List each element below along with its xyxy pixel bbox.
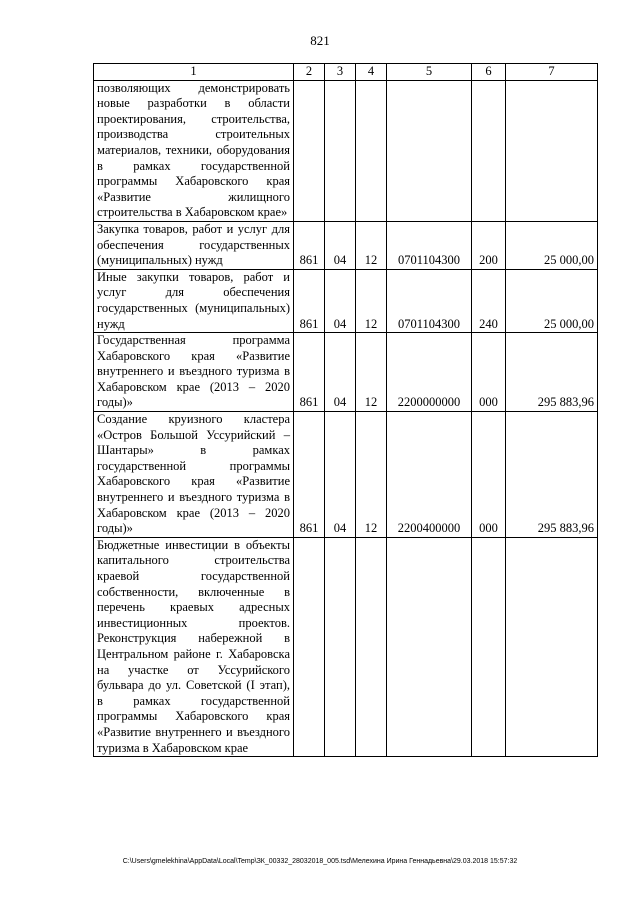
cell-amount: [506, 537, 598, 756]
cell-target-code: [387, 537, 472, 756]
cell-expense-type: [472, 80, 506, 221]
file-path-footer: C:\Users\gmelekhina\AppData\Local\Temp\ЗК_00332_28032018_005.tsd\Мелехина Ирина Геннадьевна\29.03.2018 15:57:32: [122, 858, 518, 865]
row-name: Государственная программа Хабаровского края «Развитие внутреннего и въездного туризма в Хабаровском крае (2013 – 2020 годы)»: [94, 333, 294, 412]
cell-ministry: 861: [294, 412, 325, 538]
row-name: Создание круизного кластера «Остров Большой Уссурийский – Шантары» в рамках государственной программы Хабаровского края «Развитие внутреннего и въездного туризма в Хабаровском крае (2013 – 2020 годы)»: [94, 412, 294, 538]
cell-ministry: 861: [294, 333, 325, 412]
cell-target-code: 2200000000: [387, 333, 472, 412]
cell-amount: 295 883,96: [506, 333, 598, 412]
cell-subsection: 12: [356, 269, 387, 332]
page-number: 821: [310, 33, 330, 48]
table-row: [94, 80, 598, 221]
cell-expense-type: 000: [472, 412, 506, 538]
row-name: Бюджетные инвестиции в объекты капитального строительства краевой государственной собственности, включенные в перечень краевых адресных инвестиционных проектов. Реконструкция набережной в Центральном районе г. Хабаровска на участке от Уссурийского бульвара до ул. Советской (I этап), в рамках государственной программы Хабаровского края «Развитие внутреннего и въездного туризма в Хабаровском крае: [94, 537, 294, 756]
cell-target-code: [387, 80, 472, 221]
cell-amount: 25 000,00: [506, 221, 598, 269]
row-name: Иные закупки товаров, работ и услуг для обеспечения государственных (муниципальных) нужд: [94, 269, 294, 332]
table-row: [94, 537, 598, 756]
cell-subsection: 12: [356, 412, 387, 538]
cell-section: [325, 537, 356, 756]
cell-subsection: 12: [356, 333, 387, 412]
cell-ministry: [294, 80, 325, 221]
column-header: 3: [325, 64, 356, 81]
table-row: [94, 221, 598, 269]
cell-expense-type: 240: [472, 269, 506, 332]
column-header: 6: [472, 64, 506, 81]
cell-subsection: [356, 537, 387, 756]
header-row: [94, 64, 598, 81]
cell-target-code: 0701104300: [387, 269, 472, 332]
cell-amount: 295 883,96: [506, 412, 598, 538]
cell-section: 04: [325, 333, 356, 412]
cell-ministry: [294, 537, 325, 756]
cell-section: 04: [325, 269, 356, 332]
cell-section: [325, 80, 356, 221]
column-header: 2: [294, 64, 325, 81]
cell-section: 04: [325, 221, 356, 269]
cell-subsection: 12: [356, 221, 387, 269]
cell-amount: 25 000,00: [506, 269, 598, 332]
column-header: 4: [356, 64, 387, 81]
budget-table: [93, 63, 598, 757]
cell-section: 04: [325, 412, 356, 538]
table-row: [94, 269, 598, 332]
cell-subsection: [356, 80, 387, 221]
column-header: 5: [387, 64, 472, 81]
cell-target-code: 2200400000: [387, 412, 472, 538]
row-name: Закупка товаров, работ и услуг для обеспечения государственных (муниципальных) нужд: [94, 221, 294, 269]
cell-expense-type: [472, 537, 506, 756]
cell-target-code: 0701104300: [387, 221, 472, 269]
table-row: [94, 333, 598, 412]
cell-expense-type: 000: [472, 333, 506, 412]
column-header: 7: [506, 64, 598, 81]
cell-amount: [506, 80, 598, 221]
cell-expense-type: 200: [472, 221, 506, 269]
cell-ministry: 861: [294, 269, 325, 332]
cell-ministry: 861: [294, 221, 325, 269]
column-header: 1: [94, 64, 294, 81]
row-name: позволяющих демонстрировать новые разработки в области проектирования, строительства, производства строительных материалов, техники, оборудования в рамках государственной программы Хабаровского края «Развитие жилищного строительства в Хабаровском крае»: [94, 80, 294, 221]
table-row: [94, 412, 598, 538]
